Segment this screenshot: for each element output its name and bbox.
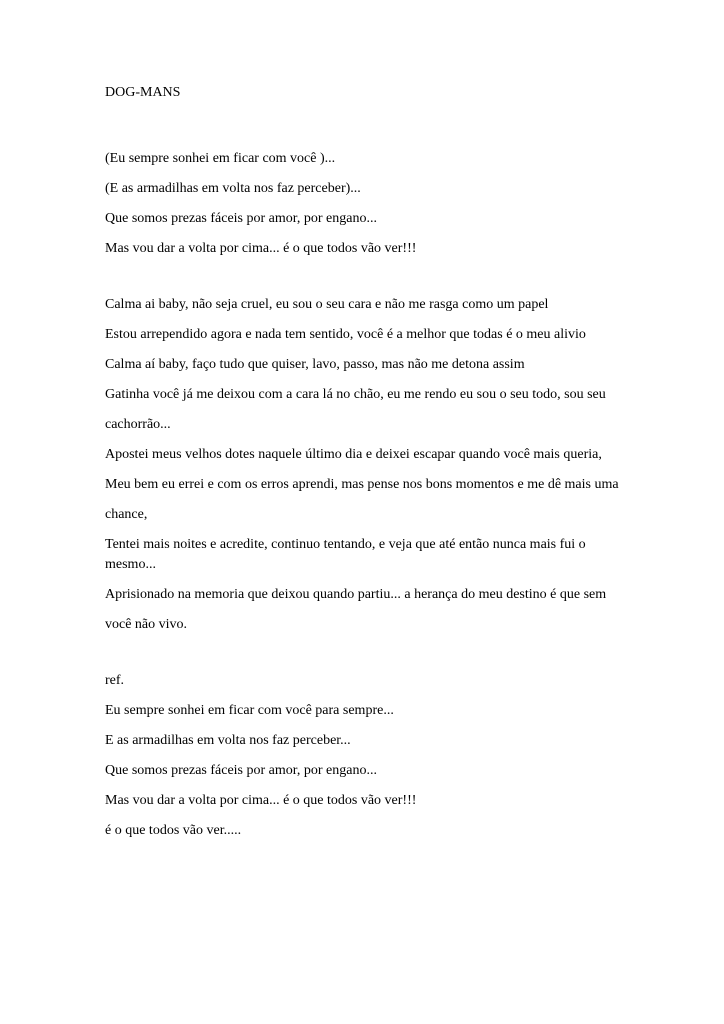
refrain-line: é o que todos vão ver.....	[105, 823, 242, 838]
verse-line: Apostei meus velhos dotes naquele último dia e deixei escapar quando você mais queria,	[105, 447, 602, 462]
refrain-line: Mas vou dar a volta por cima... é o que todos vão ver!!!	[105, 793, 417, 808]
refrain-line: Eu sempre sonhei em ficar com você para sempre...	[105, 703, 394, 718]
verse-line: Meu bem eu errei e com os erros aprendi, mas pense nos bons momentos e me dê mais uma	[105, 477, 619, 492]
refrain-stanza	[105, 671, 630, 841]
verse-line: Gatinha você já me deixou com a cara lá no chão, eu me rendo eu sou o seu todo, sou seu	[105, 387, 606, 402]
verse-line: Calma ai baby, não seja cruel, eu sou o seu cara e não me rasga como um papel	[105, 297, 549, 312]
intro-line: Que somos prezas fáceis por amor, por engano...	[105, 211, 377, 226]
verse-line: cachorrão...	[105, 417, 171, 432]
verse-line: Tentei mais noites e acredite, continuo tentando, e veja que até então nunca mais fui o mesmo...	[105, 537, 586, 572]
intro-line: Mas vou dar a volta por cima... é o que todos vão ver!!!	[105, 241, 417, 256]
refrain-line: E as armadilhas em volta nos faz perceber...	[105, 733, 351, 748]
verse-stanza	[105, 295, 630, 635]
intro-stanza	[105, 149, 630, 259]
intro-line: (E as armadilhas em volta nos faz perceber)...	[105, 181, 361, 196]
verse-line: Calma aí baby, faço tudo que quiser, lavo, passo, mas não me detona assim	[105, 357, 525, 372]
document-body	[105, 83, 630, 851]
intro-line: (Eu sempre sonhei em ficar com você )...	[105, 151, 336, 166]
stanza-spacer	[105, 645, 630, 671]
refrain-line: Que somos prezas fáceis por amor, por engano...	[105, 763, 377, 778]
refrain-label: ref.	[105, 673, 125, 688]
verse-line: você não vivo.	[105, 617, 188, 632]
stanza-spacer	[105, 269, 630, 295]
verse-line: chance,	[105, 507, 148, 522]
verse-line: Estou arrependido agora e nada tem sentido, você é a melhor que todas é o meu alivio	[105, 327, 586, 342]
verse-line: Aprisionado na memoria que deixou quando partiu... a herança do meu destino é que sem	[105, 587, 607, 602]
document-title: DOG-MANS	[105, 85, 181, 100]
